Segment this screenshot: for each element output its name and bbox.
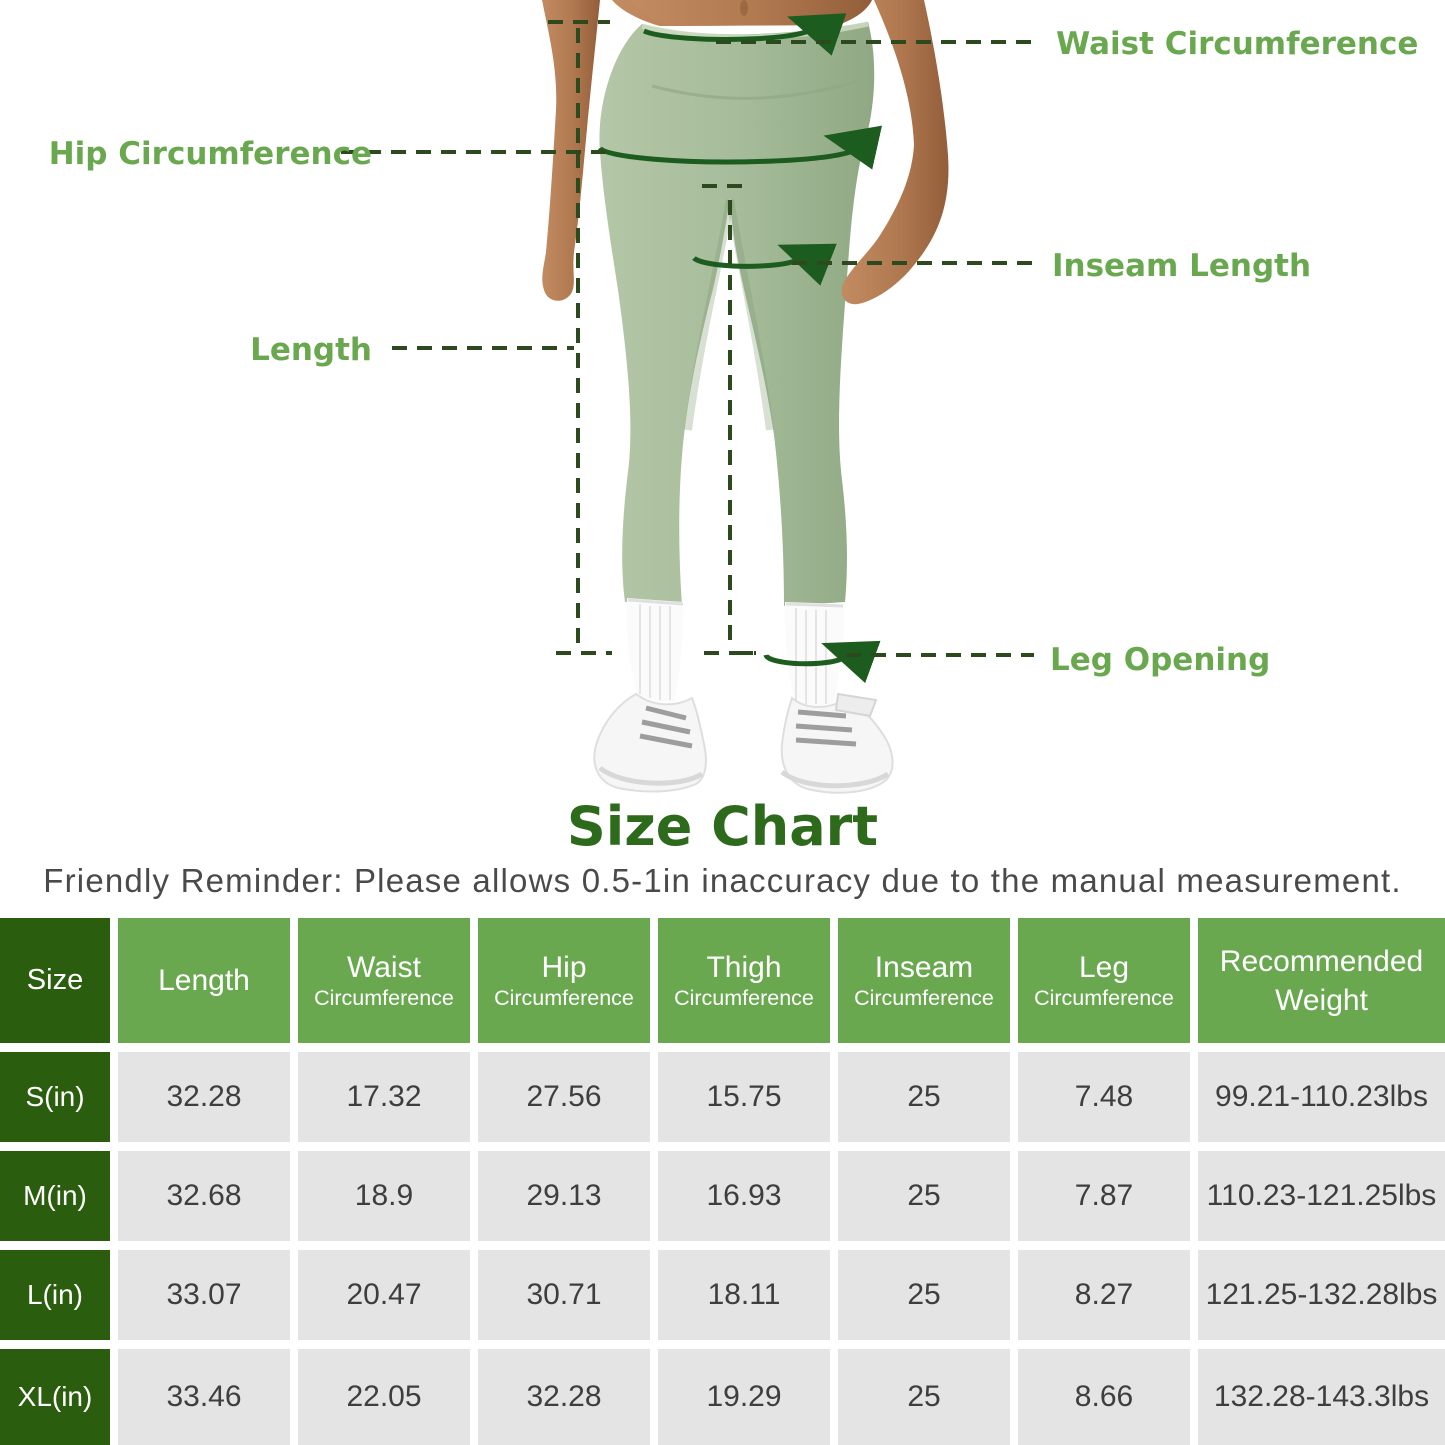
col-header-thigh: Thigh Circumference	[658, 918, 830, 1043]
hip-circumference-label: Hip Circumference	[48, 136, 372, 172]
col-header-leg: Leg Circumference	[1018, 918, 1190, 1043]
table-cell: 16.93	[658, 1151, 830, 1241]
table-cell: 15.75	[658, 1052, 830, 1142]
table-cell: 8.27	[1018, 1250, 1190, 1340]
table-cell: 20.47	[298, 1250, 470, 1340]
table-cell: 18.11	[658, 1250, 830, 1340]
model-figure	[542, 0, 948, 793]
table-cell: 25	[838, 1250, 1010, 1340]
col-header-hip: Hip Circumference	[478, 918, 650, 1043]
table-cell: 33.07	[118, 1250, 290, 1340]
table-cell: 99.21-110.23lbs	[1198, 1052, 1445, 1142]
table-cell: 18.9	[298, 1151, 470, 1241]
col-header-waist: Waist Circumference	[298, 918, 470, 1043]
inseam-length-label: Inseam Length	[1052, 248, 1312, 284]
col-header-inseam: Inseam Circumference	[838, 918, 1010, 1043]
table-cell: 132.28-143.3lbs	[1198, 1349, 1445, 1445]
table-cell: 33.46	[118, 1349, 290, 1445]
size-cell: L(in)	[0, 1250, 110, 1340]
col-header-size: Size	[0, 918, 110, 1043]
col-header-length: Length	[118, 918, 290, 1043]
size-cell: M(in)	[0, 1151, 110, 1241]
table-cell: 27.56	[478, 1052, 650, 1142]
table-cell: 110.23-121.25lbs	[1198, 1151, 1445, 1241]
table-cell: 7.87	[1018, 1151, 1190, 1241]
table-cell: 30.71	[478, 1250, 650, 1340]
table-cell: 22.05	[298, 1349, 470, 1445]
table-cell: 19.29	[658, 1349, 830, 1445]
table-cell: 121.25-132.28lbs	[1198, 1250, 1445, 1340]
size-table	[0, 918, 1445, 1445]
length-label: Length	[250, 332, 372, 368]
table-cell: 29.13	[478, 1151, 650, 1241]
size-cell: XL(in)	[0, 1349, 110, 1445]
col-header-recommended-weight: Recommended Weight	[1198, 918, 1445, 1043]
table-cell: 17.32	[298, 1052, 470, 1142]
table-cell: 8.66	[1018, 1349, 1190, 1445]
size-cell: S(in)	[0, 1052, 110, 1142]
table-cell: 32.68	[118, 1151, 290, 1241]
page-title: Size Chart	[566, 795, 879, 858]
table-cell: 25	[838, 1151, 1010, 1241]
waist-circumference-label: Waist Circumference	[1056, 26, 1419, 62]
table-cell: 32.28	[118, 1052, 290, 1142]
reminder-text: Friendly Reminder: Please allows 0.5-1in inaccuracy due to the manual measurement.	[43, 862, 1402, 899]
leg-opening-label: Leg Opening	[1050, 642, 1271, 678]
table-cell: 25	[838, 1349, 1010, 1445]
table-cell: 7.48	[1018, 1052, 1190, 1142]
table-cell: 32.28	[478, 1349, 650, 1445]
sneakers	[594, 694, 892, 793]
table-cell: 25	[838, 1052, 1010, 1142]
